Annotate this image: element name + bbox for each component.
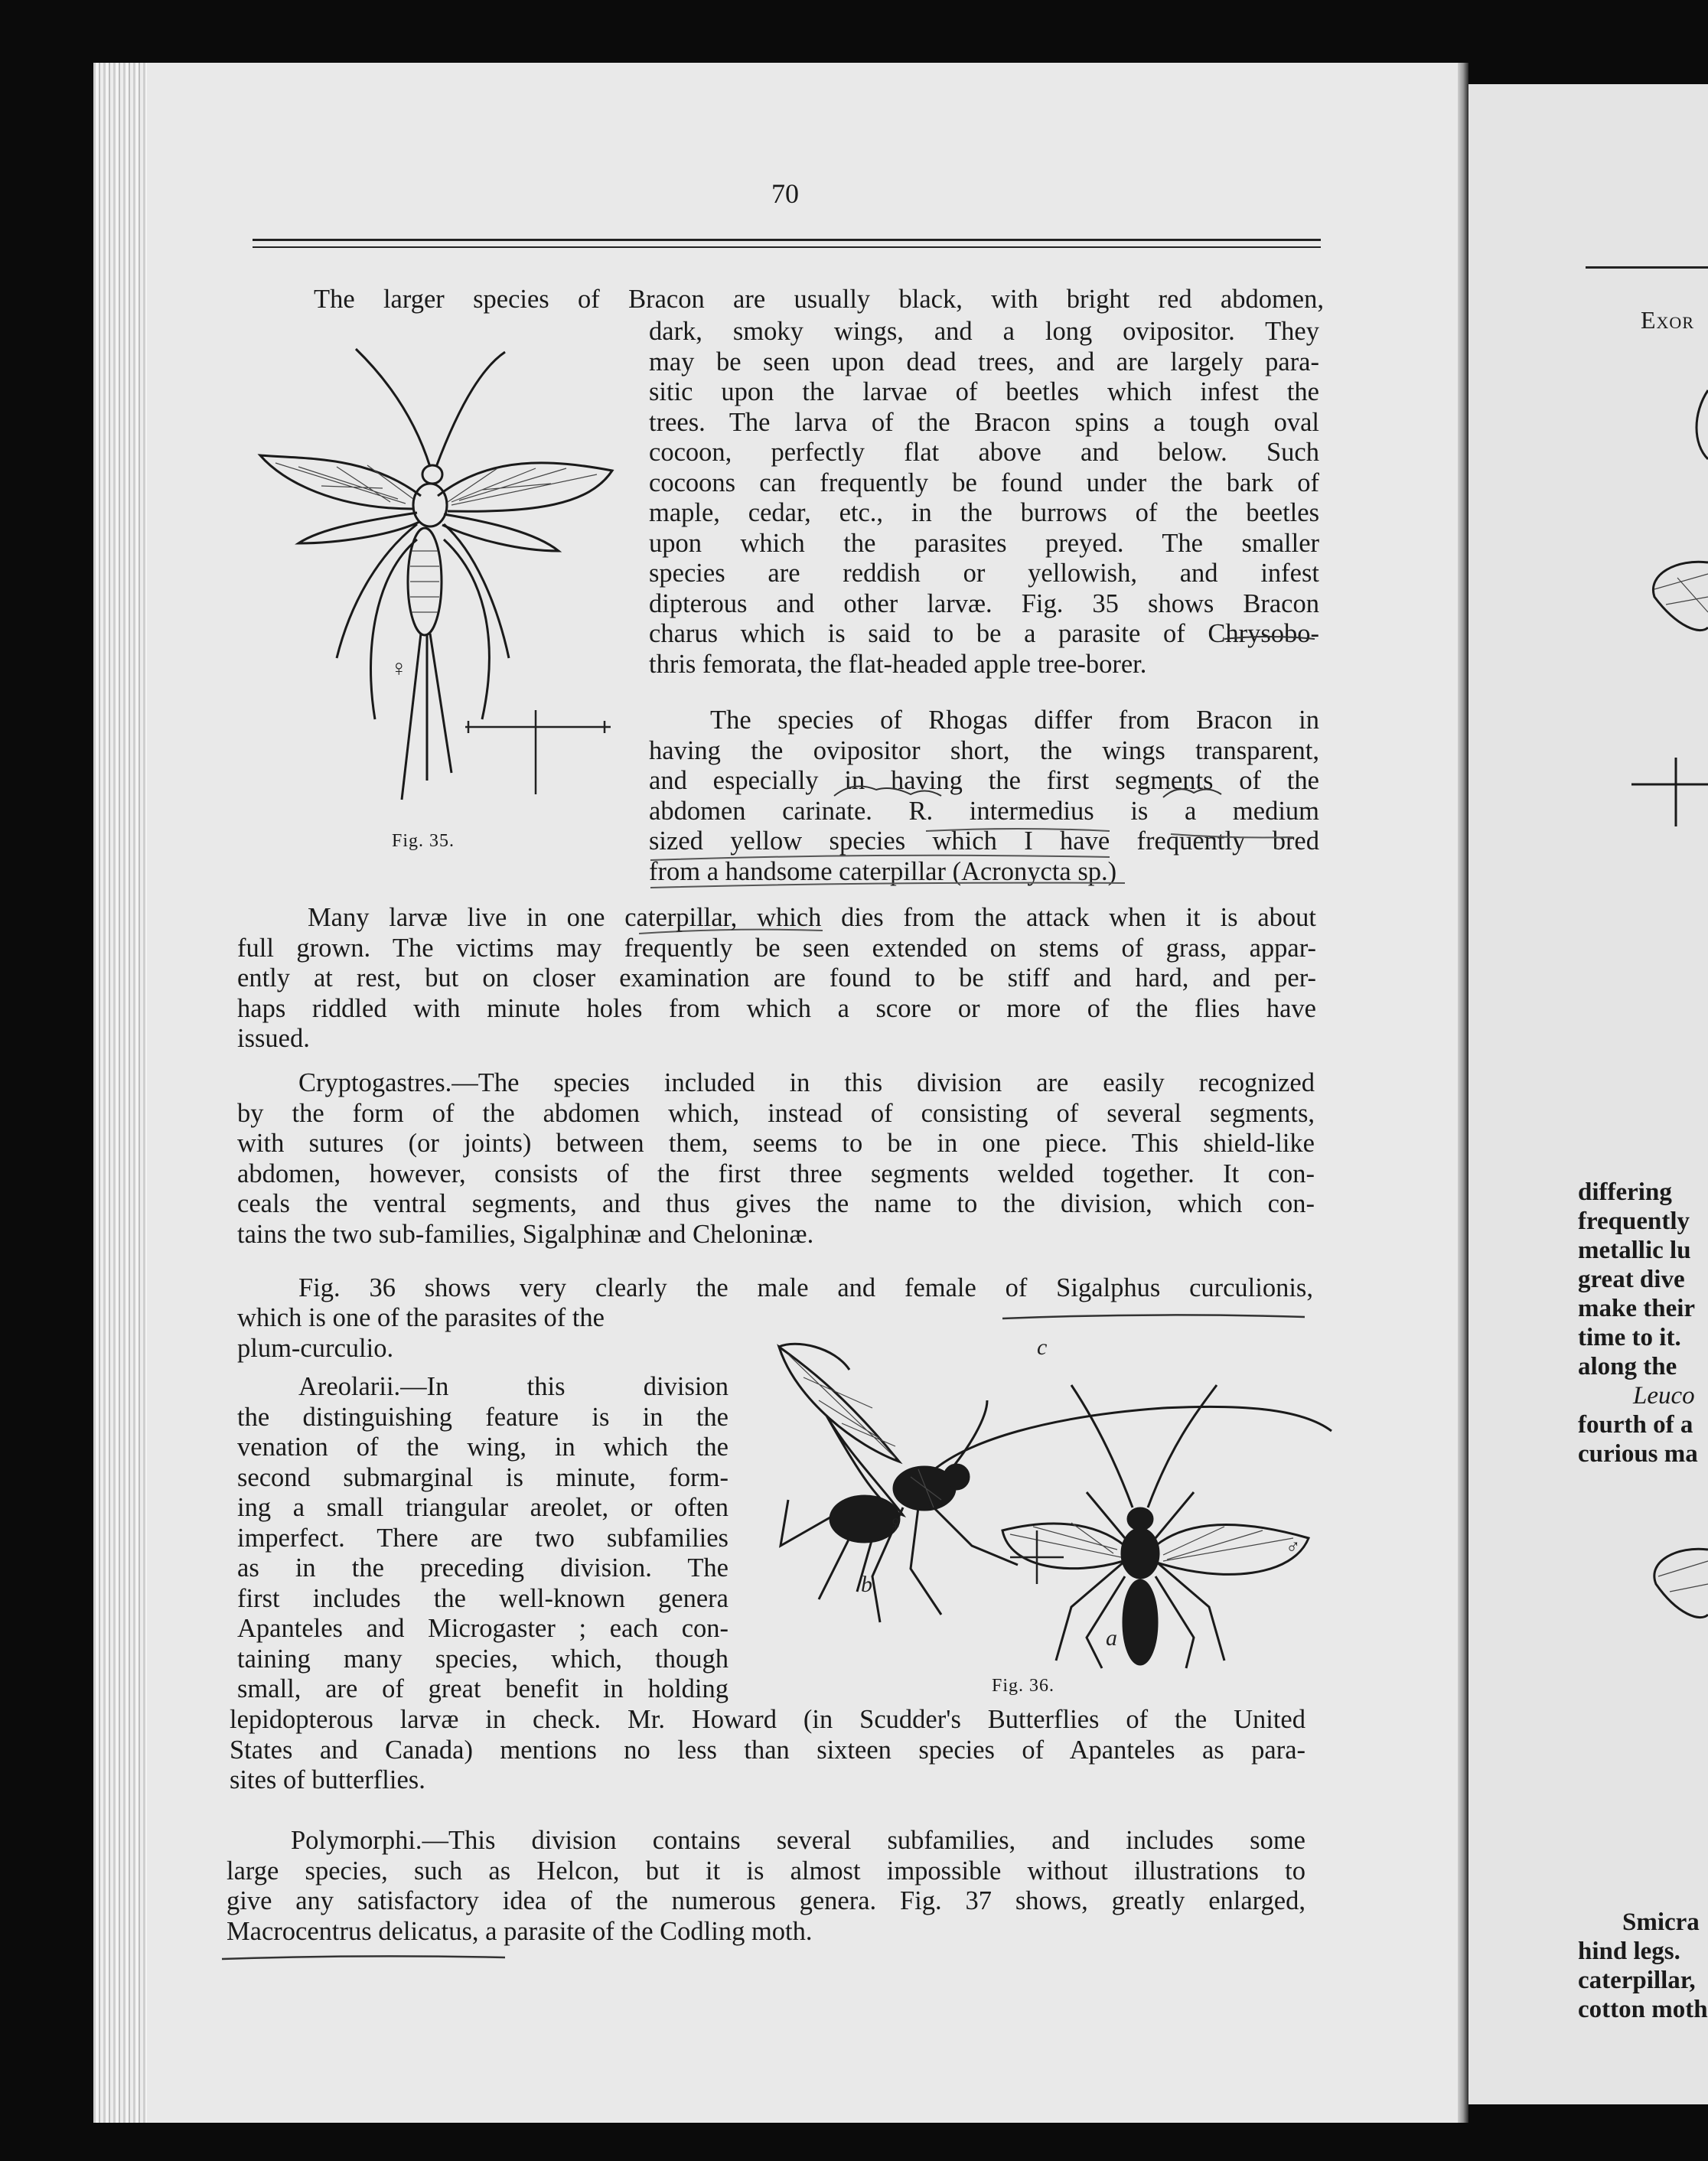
text-line: abdomen, however, consists of the first three segments welded together. It con- — [237, 1159, 1315, 1188]
text-line: dipterous and other larvæ. Fig. 35 shows Bracon — [649, 588, 1319, 618]
text-line: States and Canada) mentions no less than sixteen species of Apanteles as para- — [230, 1735, 1305, 1765]
text-line: charus which is said to be a parasite of Chrysobo- — [649, 619, 1319, 648]
right-header-rule — [1586, 266, 1708, 269]
text-line: cocoons can frequently be found under the bark of — [649, 468, 1319, 497]
fig36-reference-line: Fig. 36 shows very clearly the male and female of Sigalphus curculionis, — [298, 1273, 1313, 1302]
text-line: full grown. The victims may frequently be seen extended on stems of grass, appar- — [237, 933, 1316, 963]
svg-text:b: b — [861, 1572, 872, 1597]
right-text-line: Leuco — [1633, 1382, 1695, 1410]
text-line: Cryptogastres.—The species included in this division are easily recognized — [298, 1068, 1315, 1097]
page-number: 70 — [771, 178, 799, 209]
right-text-line: great dive — [1578, 1266, 1685, 1293]
right-text-line: differing — [1578, 1178, 1672, 1206]
cryptogastres-paragraph — [237, 1068, 1315, 1250]
text-line: lepidopterous larvæ in check. Mr. Howard (in Scudder's Butterflies of the United — [230, 1705, 1305, 1734]
text-line: as in the preceding division. The — [237, 1553, 729, 1582]
right-text-line: Smicra — [1622, 1908, 1700, 1936]
right-heading-fragment: Exor — [1641, 306, 1694, 334]
text-line: issued. — [237, 1024, 310, 1053]
right-text-line: curious ma — [1578, 1440, 1698, 1468]
text-line: maple, cedar, etc., in the burrows of the beetles — [649, 498, 1319, 527]
right-text-line: hind legs. — [1578, 1938, 1680, 1965]
text-line: dark, smoky wings, and a long ovipositor. They — [649, 317, 1319, 346]
text-line: sized yellow species which I have frequently bred — [649, 826, 1319, 856]
text-line: cocoon, perfectly flat above and below. Such — [649, 438, 1319, 467]
svg-text:a: a — [1106, 1625, 1117, 1651]
right-text-line: frequently — [1578, 1208, 1690, 1235]
svg-text:♀: ♀ — [888, 1512, 904, 1536]
many-larvae-paragraph — [237, 903, 1316, 1054]
text-line: which is one of the parasites of the — [237, 1303, 605, 1332]
fig35-scale-cross — [465, 710, 626, 802]
text-line: may be seen upon dead trees, and are largely para- — [649, 347, 1319, 376]
text-line: venation of the wing, in which the — [237, 1433, 729, 1462]
right-text-line: fourth of a — [1578, 1411, 1693, 1439]
text-line: Macrocentrus delicatus, a parasite of the Codling moth. — [227, 1916, 813, 1946]
right-text-line: time to it. — [1578, 1324, 1681, 1351]
svg-text:♂: ♂ — [1286, 1536, 1301, 1558]
text-line: the distinguishing feature is in the — [237, 1402, 729, 1432]
right-text-line: make their — [1578, 1295, 1696, 1322]
text-line: with sutures (or joints) between them, seems to be in one piece. This shield-like — [237, 1129, 1315, 1158]
svg-text:c: c — [1037, 1335, 1048, 1360]
text-line: Polymorphi.—This division contains several subfamilies, and includes some — [291, 1826, 1305, 1855]
text-line: The species of Rhogas differ from Bracon in — [710, 706, 1319, 735]
text-line: having the ovipositor short, the wings transparent, — [649, 735, 1319, 765]
right-text-line: metallic lu — [1578, 1237, 1691, 1264]
text-line: Areolarii.—In this division — [298, 1372, 729, 1401]
text-line: sitic upon the larvae of beetles which infest the — [649, 377, 1319, 406]
text-line: ing a small triangular areolet, or often — [237, 1493, 729, 1522]
text-line: second submarginal is minute, form- — [237, 1462, 729, 1492]
text-line: sites of butterflies. — [230, 1765, 425, 1794]
text-line: taining many species, which, though — [237, 1644, 729, 1674]
text-line: upon which the parasites preyed. The smaller — [649, 528, 1319, 558]
fig35-caption: Fig. 35. — [392, 831, 455, 851]
text-line: give any satisfactory idea of the numerous genera. Fig. 37 shows, greatly enlarged, — [227, 1886, 1305, 1915]
text-line: and especially in having the first segments of the — [649, 766, 1319, 795]
text-line: imperfect. There are two subfamilies — [237, 1523, 729, 1553]
text-line: abdomen carinate. R. intermedius is a medium — [649, 796, 1319, 826]
text-line: tains the two sub-families, Sigalphinæ and Cheloninæ. — [237, 1219, 814, 1249]
right-text-line: caterpillar, — [1578, 1967, 1696, 1994]
text-line: thris femorata, the flat-headed apple tree-borer. — [649, 649, 1147, 679]
svg-text:♀: ♀ — [390, 656, 408, 681]
fig36-sigalphus-illustration — [765, 1331, 1332, 1653]
text-line: Apanteles and Microgaster ; each con- — [237, 1614, 729, 1643]
text-line: by the form of the abdomen which, instead of consisting of several segments, — [237, 1098, 1315, 1128]
right-page-figure-fragments — [1631, 367, 1708, 1974]
text-line: ceals the ventral segments, and thus gives the name to the division, which con- — [237, 1189, 1315, 1218]
fig36-reference-cont — [237, 1303, 735, 1364]
text-line: Many larvæ live in one caterpillar, which dies from the attack when it is about — [308, 903, 1316, 932]
areolarii-paragraph — [237, 1372, 729, 1705]
text-line: haps riddled with minute holes from which a score or more of the flies have — [237, 993, 1316, 1023]
text-line: plum-curculio. — [237, 1333, 394, 1363]
areolarii-paragraph-cont — [230, 1705, 1305, 1796]
text-line: small, are of great benefit in holding — [237, 1674, 729, 1703]
polymorphi-paragraph — [227, 1826, 1305, 1947]
right-text-line: along the — [1578, 1353, 1677, 1380]
text-line: trees. The larva of the Bracon spins a tough oval — [649, 407, 1319, 437]
bracon-first-line: The larger species of Bracon are usually black, with bright red abdomen, — [314, 285, 1324, 314]
fig36-caption: Fig. 36. — [992, 1676, 1055, 1696]
right-text-line: cotton moth — [1578, 1996, 1708, 2023]
text-line: large species, such as Helcon, but it is almost impossible without illustrations to — [227, 1856, 1305, 1886]
text-line: species are reddish or yellowish, and infest — [649, 559, 1319, 588]
text-line: from a handsome caterpillar (Acronycta sp.) — [649, 856, 1117, 886]
text-line: first includes the well-known genera — [237, 1583, 729, 1613]
text-line: ently at rest, but on closer examination are found to be stiff and hard, and per- — [237, 963, 1316, 992]
